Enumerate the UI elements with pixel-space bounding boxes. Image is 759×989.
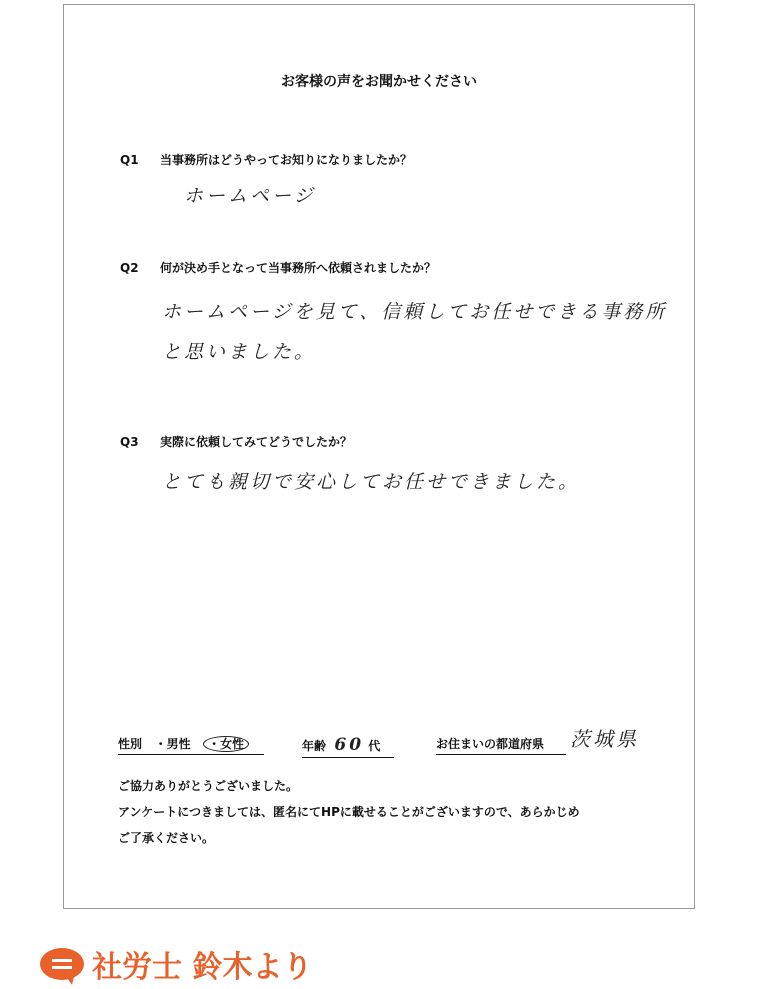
question-text: 当事務所はどうやってお知りになりましたか？ <box>160 153 413 167</box>
question-3 <box>120 433 352 450</box>
answer-2-line-1: ホームページを見て、信頼してお任せできる事務所 <box>162 301 668 323</box>
note-line-2: アンケートにつきましては、匿名にてHPに載せることがございますので、あらかじめ <box>118 805 580 819</box>
question-number: Q2 <box>120 261 139 275</box>
age-value: 60 <box>334 735 365 755</box>
age-suffix: 代 <box>368 739 381 753</box>
answer-1: ホームページ <box>184 185 316 207</box>
question-text: 何が決め手となって当事務所へ依頼されましたか？ <box>160 261 437 275</box>
answer-2-line-2: と思いました。 <box>162 341 317 363</box>
brand-heading <box>40 942 312 986</box>
prefecture-label: お住まいの都道府県 <box>436 737 545 751</box>
prefecture-value: 茨城県 <box>570 727 639 751</box>
brand-label: 社労士 鈴木より <box>92 950 313 985</box>
question-1 <box>120 151 412 168</box>
question-number: Q1 <box>120 153 139 167</box>
gender-male-option: ・男性 <box>154 737 191 751</box>
note-line-1: ご協力ありがとうございました。 <box>118 779 299 793</box>
question-number: Q3 <box>120 435 139 449</box>
survey-title: お客様の声をお聞かせください <box>281 74 477 90</box>
age-field <box>302 735 394 758</box>
age-label: 年齢 <box>302 739 327 753</box>
question-text: 実際に依頼してみてどうでしたか？ <box>160 435 353 449</box>
gender-female-option-circled: ・女性 <box>203 736 249 752</box>
gender-label: 性別 <box>118 737 143 751</box>
prefecture-field <box>436 735 566 755</box>
gender-field <box>118 735 264 755</box>
note-line-3: ご了承ください。 <box>118 831 215 845</box>
speech-bubble-icon <box>40 948 84 980</box>
answer-3: とても親切で安心してお任せできました。 <box>162 471 581 493</box>
survey-sheet <box>63 4 695 909</box>
question-2 <box>120 259 436 276</box>
